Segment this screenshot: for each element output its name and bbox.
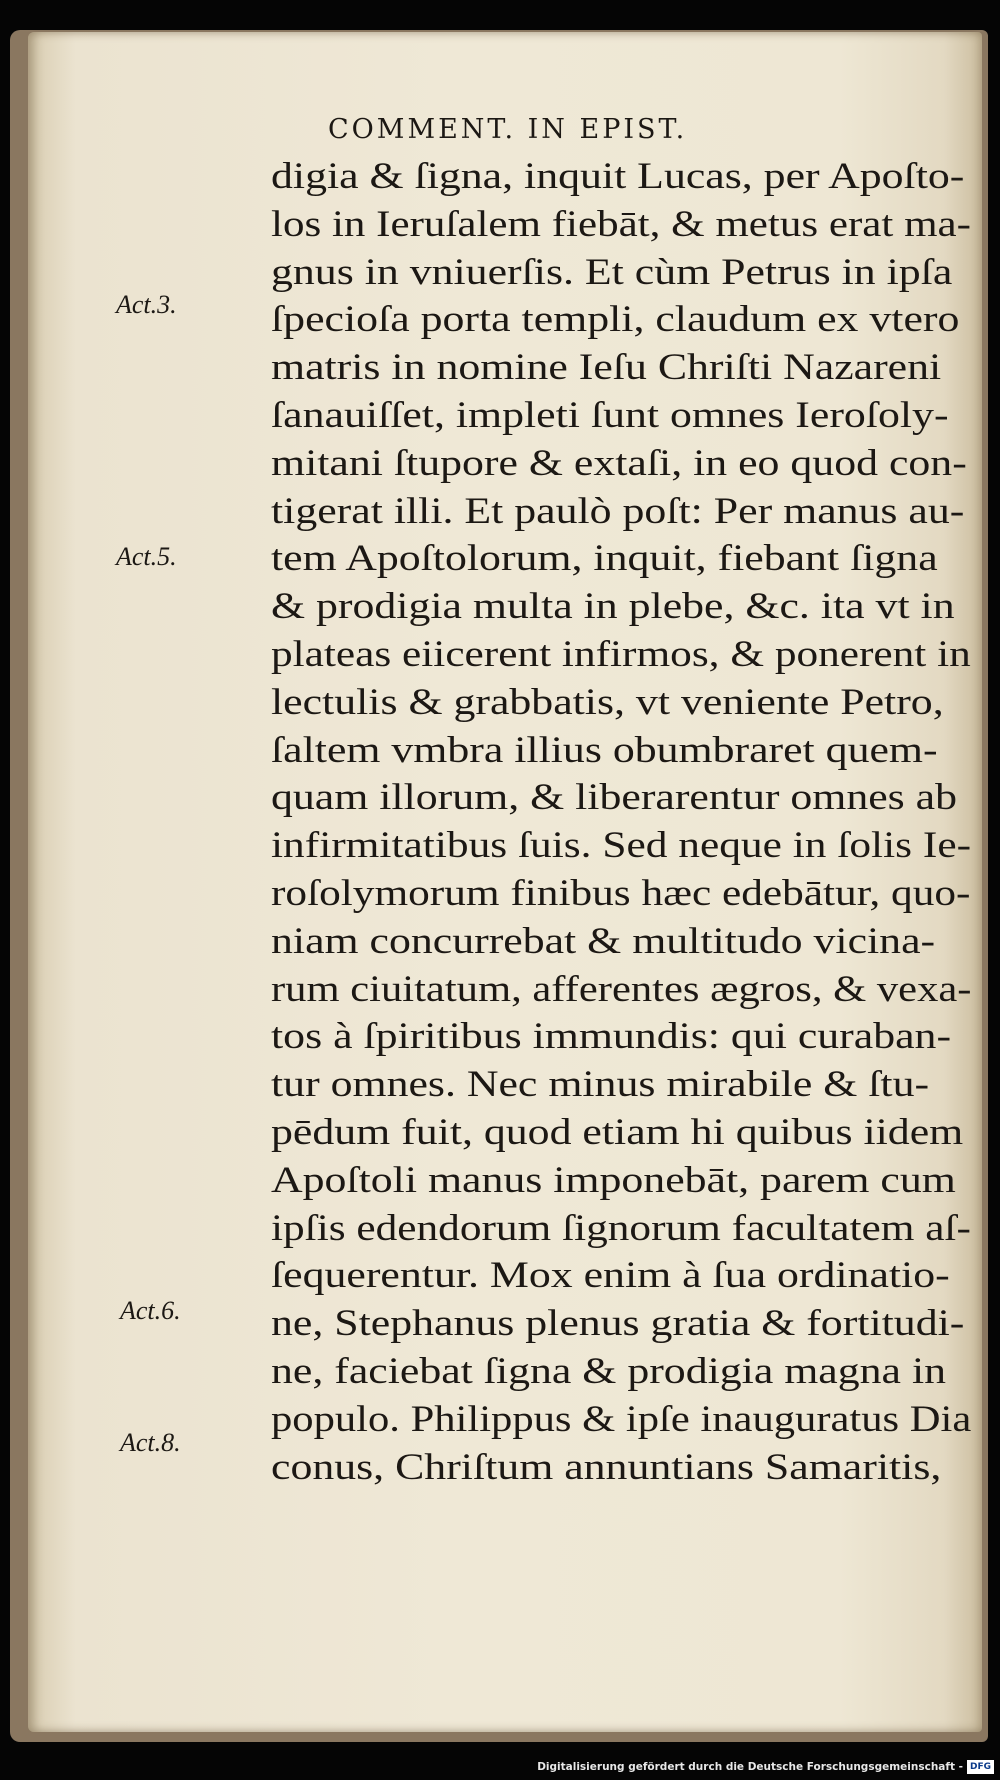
- text-line: infirmitatibus ſuis. Sed neque in ſolis Ie-: [271, 824, 972, 866]
- text-line: roſolymorum finibus hæc edebātur, quo-: [271, 871, 971, 913]
- text-line: Apoſtoli manus imponebāt, parem cum: [271, 1158, 956, 1200]
- running-head: COMMENT. IN EPIST.: [328, 114, 688, 145]
- digitization-credit: [537, 1760, 994, 1774]
- text-line: los in Ieruſalem fiebāt, & metus erat ma-: [271, 202, 971, 244]
- text-line: tem Apoſtolorum, inquit, fiebant ſigna: [271, 537, 938, 579]
- book-page: [28, 32, 982, 1732]
- text-line: populo. Philippus & ipſe inauguratus Dia: [271, 1397, 972, 1439]
- text-line: plateas eiicerent infirmos, & ponerent in: [271, 632, 971, 674]
- text-line: tigerat illi. Et paulò poſt: Per manus au-: [271, 489, 965, 531]
- text-line: quam illorum, & liberarentur omnes ab: [271, 776, 958, 818]
- marginal-note-act-6: Act.6.: [120, 1296, 181, 1325]
- text-line: digia & ſigna, inquit Lucas, per Apoſto-: [271, 155, 965, 196]
- text-line: niam concurrebat & multitudo vicina-: [271, 919, 936, 961]
- text-line: ſpecioſa porta templi, claudum ex vtero: [271, 298, 960, 340]
- marginal-note-act-8: Act.8.: [120, 1428, 181, 1457]
- text-line: ne, Stephanus plenus gratia & fortitudi-: [271, 1302, 965, 1344]
- text-line: pēdum fuit, quod etiam hi quibus iidem: [271, 1110, 964, 1152]
- text-line: mitani ſtupore & extaſi, in eo quod con-: [271, 441, 967, 483]
- text-line: lectulis & grabbatis, vt veniente Petro,: [271, 680, 944, 722]
- text-line: matris in nomine Ieſu Chriſti Nazareni: [271, 346, 942, 388]
- text-line: gnus in vniuerſis. Et cùm Petrus in ipſa: [271, 250, 953, 292]
- text-line: ſequerentur. Mox enim à ſua ordinatio-: [271, 1254, 950, 1296]
- text-line: & prodigia multa in plebe, &c. ita vt in: [271, 585, 955, 627]
- dfg-logo-icon: DFG: [967, 1760, 994, 1774]
- text-line: tos à ſpiritibus immundis: qui curaban-: [271, 1015, 952, 1057]
- text-body: [271, 152, 971, 1490]
- credit-text: Digitalisierung gefördert durch die Deutsche Forschungsgemeinschaft -: [537, 1761, 963, 1773]
- text-line: ne, faciebat ſigna & prodigia magna in: [271, 1349, 947, 1391]
- text-line: ſaltem vmbra illius obumbraret quem-: [271, 728, 938, 770]
- marginal-note-act-3: Act.3.: [116, 290, 177, 319]
- text-line: conus, Chriſtum annuntians Samaritis,: [271, 1445, 942, 1487]
- text-line: ſanauiſſet, impleti ſunt omnes Ieroſoly-: [271, 393, 949, 435]
- text-line: ipſis edendorum ſignorum facultatem aſ-: [271, 1206, 971, 1248]
- marginal-note-act-5: Act.5.: [116, 542, 177, 571]
- text-line: tur omnes. Nec minus mirabile & ſtu-: [271, 1063, 930, 1105]
- text-line: rum ciuitatum, afferentes ægros, & vexa-: [271, 967, 972, 1009]
